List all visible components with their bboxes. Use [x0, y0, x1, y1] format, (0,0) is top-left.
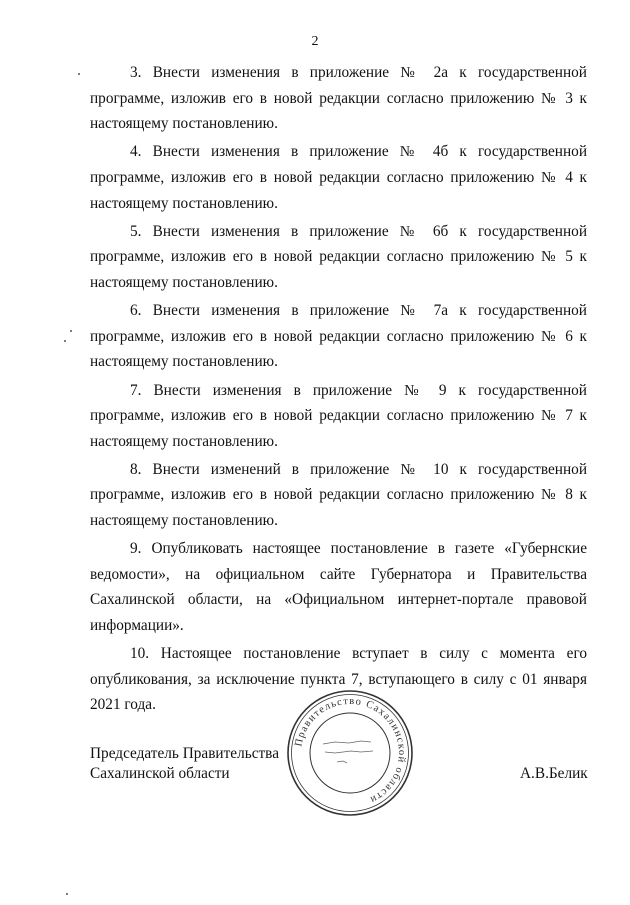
- scan-speck: [66, 893, 68, 895]
- paragraph-10: 10. Настоящее постановление вступает в силу с момента его опубликования, за исключение пункта 7, вступающего в силу с 01 января 2021 года.: [90, 645, 587, 714]
- paragraph-6: 6. Внести изменения в приложение № 7а к государственной программе, изложив его в новой редакции согласно приложению № 6 к настоящему постановлению.: [90, 302, 587, 371]
- paragraph-5: 5. Внести изменения в приложение № 6б к государственной программе, изложив его в новой редакции согласно приложению № 5 к настоящему постановлению.: [90, 222, 587, 291]
- document-body: [90, 60, 587, 721]
- scan-speck: [64, 340, 66, 342]
- seal-ring-text: Правительство Сахалинской области: [293, 695, 408, 806]
- paragraph-3: 3. Внести изменения в приложение № 2а к государственной программе, изложив его в новой редакции согласно приложению № 3 к настоящему постановлению.: [90, 64, 587, 133]
- signature-position-line1: Председатель Правительства: [90, 745, 279, 762]
- paragraph-7: 7. Внести изменения в приложение № 9 к государственной программе, изложив его в новой редакции согласно приложению № 7 к настоящему постановлению.: [90, 381, 587, 450]
- signatory-name: А.В.Белик: [520, 765, 588, 782]
- paragraph-8: 8. Внести изменений в приложение № 10 к государственной программе, изложив его в новой редакции согласно приложению № 8 к настоящему постановлению.: [90, 460, 587, 530]
- scan-speck: [78, 73, 80, 75]
- official-seal-icon: [285, 688, 415, 818]
- page-number: 2: [311, 34, 319, 49]
- paragraph-4: 4. Внести изменения в приложение № 4б к государственной программе, изложив его в новой редакции согласно приложению № 4 к настоящему постановлению.: [90, 143, 587, 212]
- paragraph-9: 9. Опубликовать настоящее постановление в газете «Губернские ведомости», на официальном сайте Губернатора и Правительства Сахалинской области, на «Официальном интернет-портале правовой информации».: [90, 540, 587, 635]
- scan-speck: [70, 330, 72, 332]
- signature-position-line2: Сахалинской области: [90, 765, 230, 782]
